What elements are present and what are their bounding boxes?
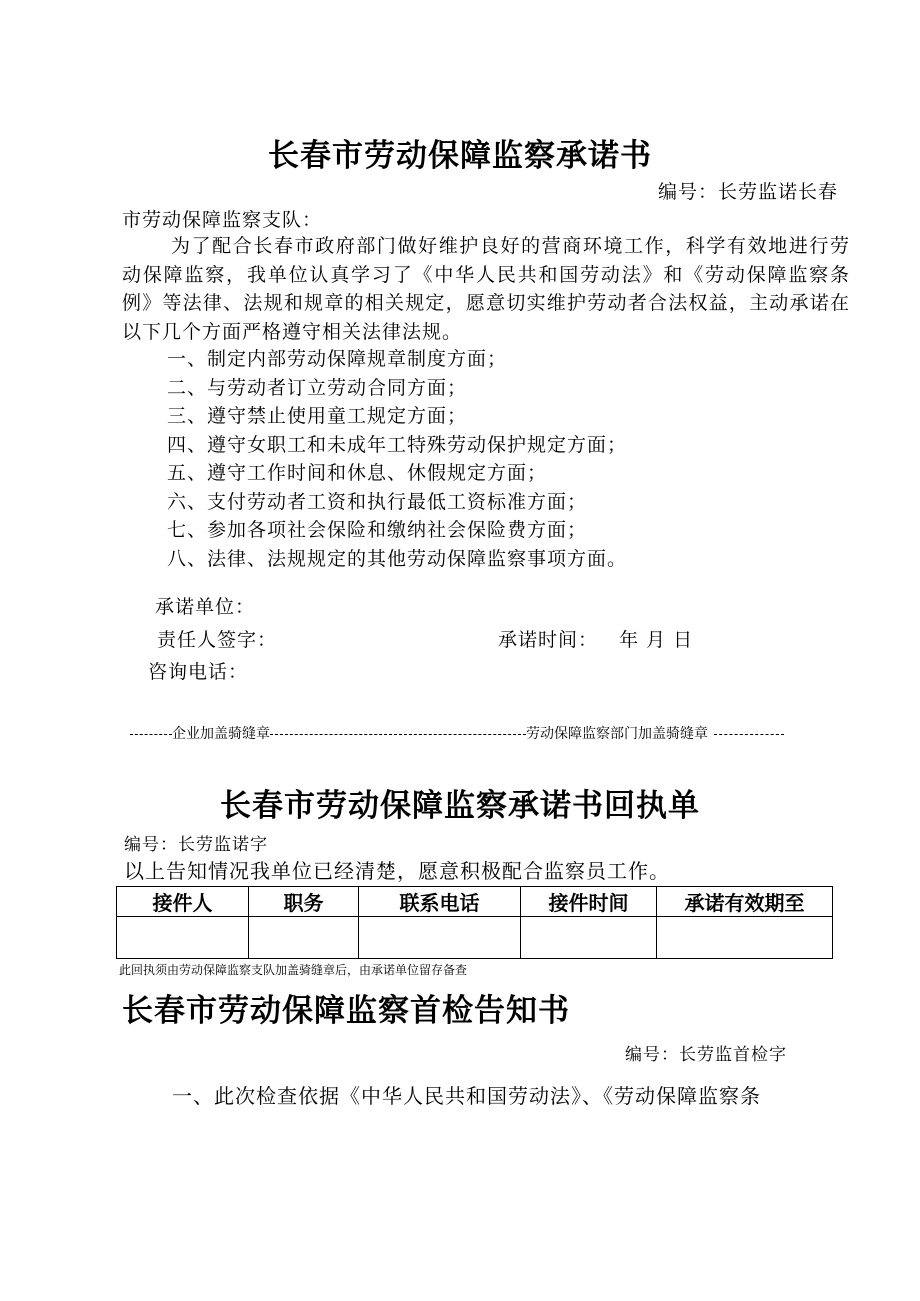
column-header: 联系电话 (359, 887, 521, 917)
receiver-cell[interactable] (117, 917, 249, 959)
receipt-number: 编号：长劳监诺字 (124, 835, 268, 855)
commitment-item: 一、制定内部劳动保障规章制度方面； (167, 348, 508, 370)
commitment-item: 三、遵守禁止使用童工规定方面； (167, 405, 468, 427)
commitment-item: 七、参加各项社会保险和缴纳社会保险费方面； (167, 519, 588, 541)
seal-right-label: 劳动保障监察部门加盖骑缝章 (526, 726, 708, 742)
position-cell[interactable] (249, 917, 359, 959)
commitment-unit-label: 承诺单位： (155, 596, 256, 618)
column-header: 职务 (249, 887, 359, 917)
seal-left-label: 企业加盖骑缝章 (172, 726, 270, 742)
column-header: 接件人 (117, 887, 249, 917)
commitment-item: 六、支付劳动者工资和执行最低工资标准方面； (167, 490, 588, 513)
phone-label: 咨询电话： (148, 661, 249, 683)
date-placeholder: 年 月 日 (619, 629, 694, 651)
received-time-cell[interactable] (521, 917, 657, 959)
commitment-time (498, 625, 693, 652)
table-header-row (117, 887, 833, 917)
commitment-number: 编号：长劳监诺长春 (657, 181, 838, 203)
commitment-item: 八、法律、法规规定的其他劳动保障监察事项方面。 (167, 547, 628, 570)
receipt-note: 此回执须由劳动保障监察支队加盖骑缝章后，由承诺单位留存备查 (119, 963, 468, 977)
intro-paragraph: 为了配合长春市政府部门做好维护良好的营商环境工作，科学有效地进行劳动保障监察，我单位认真学习了《中华人民共和国劳动法》和《劳动保障监察条例》等法律、法规和规章的相关规定，愿意切实维护劳动者合法权益，主动承诺在以下几个方面严格遵守相关法律法规。 (122, 235, 850, 343)
phone-cell[interactable] (359, 917, 521, 959)
acknowledgement: 以上告知情况我单位已经清楚，愿意积极配合监察员工作。 (124, 859, 670, 883)
table-row (117, 917, 833, 959)
seal-line (130, 723, 784, 743)
receipt-table (116, 886, 833, 959)
recipient: 市劳动保障监察支队： (122, 209, 323, 231)
signer-label: 责任人签字： (157, 629, 278, 651)
seal-dash-right (714, 734, 784, 735)
commitment-title: 长春市劳动保障监察承诺书 (268, 138, 652, 174)
commitment-items (167, 345, 627, 573)
commitment-item: 二、与劳动者订立劳动合同方面； (167, 376, 468, 399)
seal-dash-left (130, 734, 172, 735)
valid-until-cell[interactable] (657, 917, 833, 959)
column-header: 接件时间 (521, 887, 657, 917)
notice-title: 长春市劳动保障监察首检告知书 (122, 993, 570, 1029)
notice-first-item: 一、此次检查依据《中华人民共和国劳动法》、《劳动保障监察条 (172, 1084, 761, 1108)
receipt-title: 长春市劳动保障监察承诺书回执单 (220, 788, 700, 824)
notice-number: 编号：长劳监首检字 (625, 1045, 787, 1065)
commitment-item: 四、遵守女职工和未成年工特殊劳动保护规定方面； (167, 433, 628, 456)
commitment-item: 五、遵守工作时间和休息、休假规定方面； (167, 462, 548, 484)
time-label: 承诺时间： (498, 629, 599, 651)
seal-dash-middle (270, 734, 526, 735)
column-header: 承诺有效期至 (657, 887, 833, 917)
